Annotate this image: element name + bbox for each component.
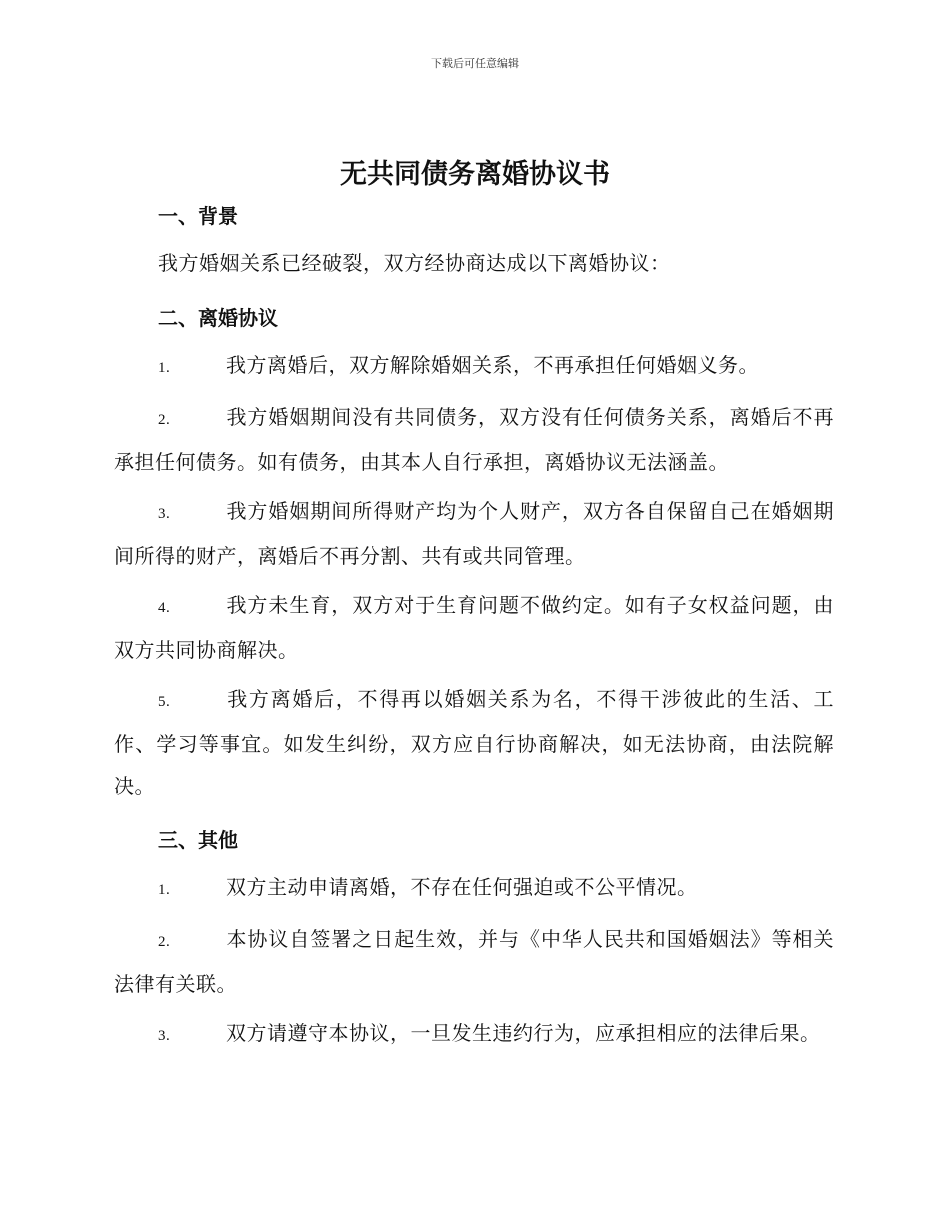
item-number: 1. [158, 882, 171, 898]
page-header-note: 下载后可任意编辑 [431, 57, 519, 70]
other-item [114, 1012, 834, 1057]
item-text: 我方婚姻期间所得财产均为个人财产，双方各自保留自己在婚姻期间所得的财产，离婚后不再分割、共有或共同管理。 [114, 499, 834, 568]
other-item [114, 866, 834, 911]
item-text: 本协议自签署之日起生效，并与《中华人民共和国婚姻法》等相关法律有关联。 [114, 927, 834, 996]
item-number: 4. [158, 600, 171, 616]
item-number: 2. [158, 934, 171, 950]
agreement-item [114, 490, 834, 577]
agreement-item [114, 678, 834, 807]
item-text: 我方婚姻期间没有共同债务，双方没有任何债务关系，离婚后不再承担任何债务。如有债务，由其本人自行承担，离婚协议无法涵盖。 [114, 405, 834, 474]
item-text: 双方主动申请离婚，不存在任何强迫或不公平情况。 [226, 875, 698, 899]
item-number: 3. [158, 506, 171, 522]
agreement-item [114, 584, 834, 671]
document-title: 无共同债务离婚协议书 [340, 159, 610, 190]
agreement-item [114, 396, 834, 483]
background-paragraph: 我方婚姻关系已经破裂，双方经协商达成以下离婚协议： [158, 251, 671, 275]
item-text: 双方请遵守本协议，一旦发生违约行为，应承担相应的法律后果。 [226, 1021, 821, 1045]
item-number: 2. [158, 412, 171, 428]
item-text: 我方离婚后，不得再以婚姻关系为名，不得干涉彼此的生活、工作、学习等事宜。如发生纠纷，双方应自行协商解决，如无法协商，由法院解决。 [114, 687, 834, 798]
item-text: 我方未生育，双方对于生育问题不做约定。如有子女权益问题，由双方共同协商解决。 [114, 593, 834, 662]
item-text: 我方离婚后，双方解除婚姻关系，不再承担任何婚姻义务。 [226, 353, 759, 377]
agreement-item [114, 344, 834, 389]
item-number: 3. [158, 1028, 171, 1044]
item-number: 1. [158, 360, 171, 376]
section-heading-other: 三、其他 [158, 828, 238, 852]
section-heading-divorce-agreement: 二、离婚协议 [158, 306, 278, 330]
section-heading-background: 一、背景 [158, 204, 238, 228]
item-number: 5. [158, 694, 171, 710]
other-item [114, 918, 834, 1005]
